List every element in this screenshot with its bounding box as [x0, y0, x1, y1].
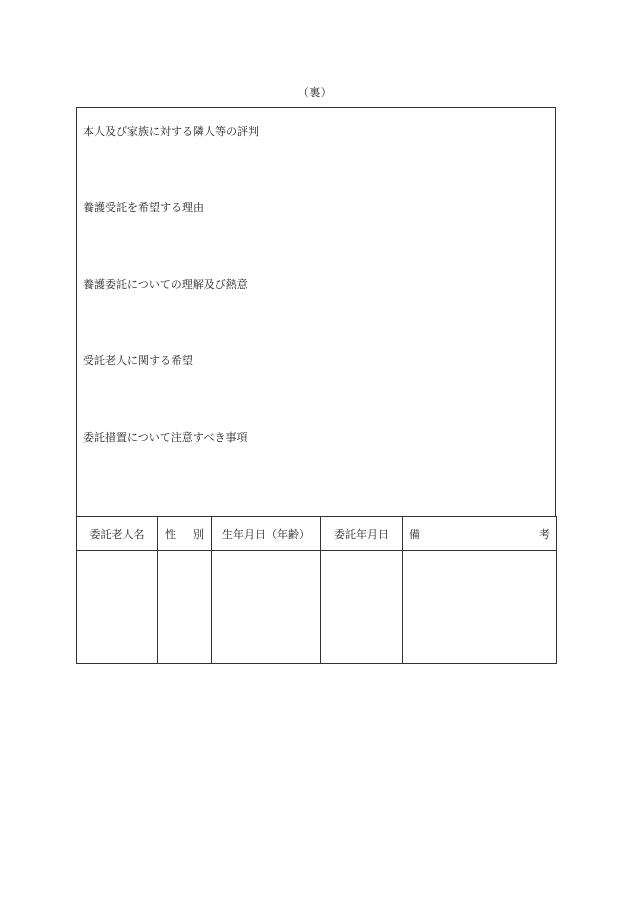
- cell-elderly-name: [77, 551, 158, 664]
- table-header-row: [77, 517, 557, 551]
- header-elderly-name: 委託老人名: [77, 517, 158, 551]
- header-remarks-char-2: 考: [539, 527, 550, 541]
- header-remarks: [403, 517, 557, 551]
- section-neighbor-reputation: 本人及び家族に対する隣人等の評判: [83, 125, 259, 138]
- cell-sex: [158, 551, 212, 664]
- section-understanding-enthusiasm: 養護委託についての理解及び熱意: [83, 278, 248, 291]
- section-reason-for-consignment: 養護受託を希望する理由: [83, 201, 204, 214]
- consignment-table: [76, 516, 557, 664]
- header-sex-char-1: 性: [165, 527, 176, 541]
- cell-remarks: [403, 551, 557, 664]
- header-consignment-date: 委託年月日: [321, 517, 403, 551]
- section-elderly-preferences: 受託老人に関する希望: [83, 354, 193, 367]
- cell-consignment-date: [321, 551, 403, 664]
- header-sex-char-2: 別: [193, 527, 204, 541]
- header-remarks-char-1: 備: [409, 527, 420, 541]
- section-notes-on-consignment: 委託措置について注意すべき事項: [83, 431, 248, 444]
- cell-birthdate-age: [212, 551, 321, 664]
- header-birthdate-age: 生年月日（年齢）: [212, 517, 321, 551]
- form-sections-box: [76, 107, 556, 516]
- header-sex: [158, 517, 212, 551]
- page-heading: （裏）: [297, 86, 333, 99]
- table-row: [77, 551, 557, 664]
